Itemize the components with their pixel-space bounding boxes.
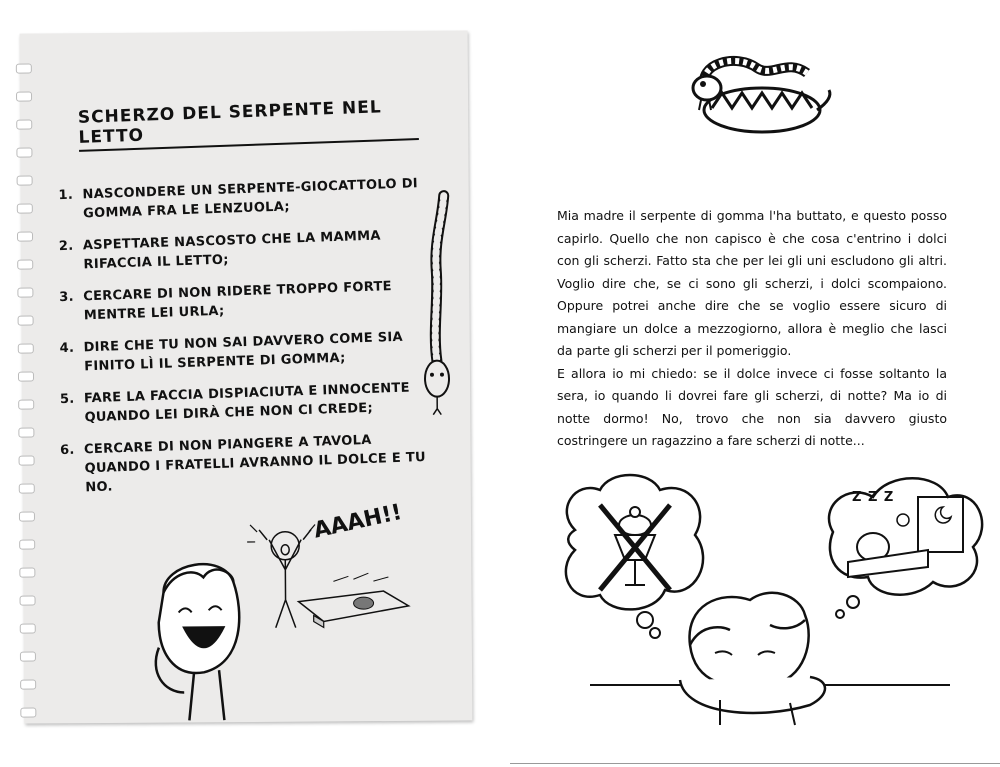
step-text: DIRE CHE TU NON SAI DAVVERO COME SIA FINITO LÌ IL SERPENTE DI GOMMA;: [83, 329, 404, 375]
list-item: [59, 225, 430, 275]
page-divider: [510, 763, 1000, 764]
body-text: [557, 205, 947, 453]
step-text: CERCARE DI NON RIDERE TROPPO FORTE MENTRE LEI URLA;: [82, 279, 393, 324]
step-number: 5.: [59, 391, 75, 408]
list-item: [58, 174, 429, 224]
step-number: 1.: [58, 187, 74, 204]
step-text: FARE LA FACCIA DISPIACIUTA E INNOCENTE QUANDO LEI DIRÀ CHE NON CI CREDE;: [83, 380, 411, 426]
spiral-holes: [16, 63, 41, 723]
prank-steps-list: [58, 176, 431, 507]
list-item: [59, 276, 430, 326]
step-number: 6.: [59, 442, 75, 459]
step-text: ASPETTARE NASCOSTO CHE LA MAMMA RIFACCIA IL LETTO;: [82, 228, 381, 273]
coiled-snake-icon: [687, 48, 837, 138]
step-text: NASCONDERE UN SERPENTE-GIOCATTOLO DI GOMMA FRA LE LENZUOLA;: [82, 176, 419, 222]
note-title: SCHERZO DEL SERPENTE NEL LETTO: [78, 96, 419, 152]
body-paragraph: E allora io mi chiedo: se il dolce invece ci fosse soltanto la sera, io quando li dovrei fare gli scherzi, di notte? Ma io di notte dormo! No, trovo che non sia davvero giusto costringere un ragazzino a fare scherzi di notte...: [557, 365, 947, 448]
list-item: [60, 378, 431, 428]
body-paragraph: Mia madre il serpente di gomma l'ha buttato, e questo posso capirlo. Quello che non capisco è che cosa c'entrino i dolci con gli scherzi. Fatto sta che per lei gli uni escludono gli altri. Voglio dire che, se ci sono gli scherzi, i dolci scompaiono. Oppure potrei anche dire che se voglio essere sicuro di mangiare un dolce a mezzogiorno, allora è meglio che lasci da parte gli scherzi per il pomeriggio.: [557, 208, 947, 358]
step-number: 2.: [58, 238, 74, 255]
step-text: CERCARE DI NON PIANGERE A TAVOLA QUANDO I FRATELLI AVRANNO IL DOLCE E TU NO.: [83, 432, 427, 496]
step-number: 4.: [59, 340, 75, 357]
thinking-boy-sketch: [590, 585, 970, 730]
right-page: [500, 0, 1000, 767]
list-item: [59, 327, 430, 377]
notepad-sheet: [20, 30, 473, 723]
scream-text: AAAH!!: [311, 499, 405, 544]
zzz-text: Z Z Z: [852, 490, 895, 505]
list-item: [60, 429, 432, 498]
hanging-snake-icon: [416, 190, 468, 420]
step-number: 3.: [59, 289, 75, 306]
bed-with-snake-sketch: [293, 571, 413, 632]
laughing-boy-sketch: [143, 552, 254, 723]
